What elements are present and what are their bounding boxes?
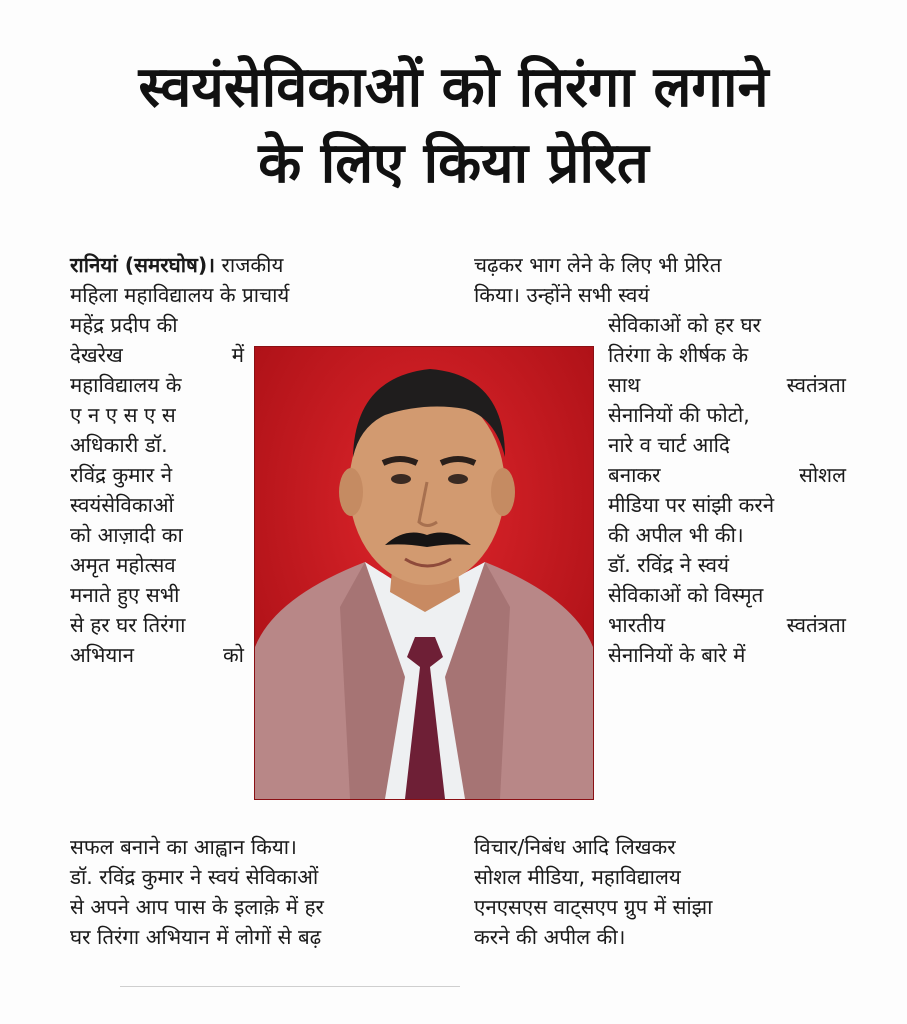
text-segment: से हर घर तिरंगा [70, 613, 186, 637]
text-line [70, 832, 442, 862]
text-line [70, 340, 244, 370]
text-line [70, 922, 442, 952]
text-segment: अमृत महोत्सव [70, 553, 176, 577]
portrait-photo [254, 346, 594, 800]
headline-line-1: स्वयंसेविकाओं को तिरंगा लगाने [138, 55, 769, 120]
text-segment: की अपील भी की। [608, 523, 744, 547]
text-line [608, 610, 846, 640]
text-segment: डॉ. रविंद्र ने स्वयं [608, 553, 729, 577]
text-segment: सोशल [798, 463, 846, 487]
text-segment: स्वतंत्रता [786, 613, 846, 637]
text-segment: डॉ. रविंद्र कुमार ने स्वयं सेविकाओं [70, 865, 319, 889]
text-segment: सेनानियों की फोटो, [608, 403, 750, 427]
text-line [70, 490, 244, 520]
text-segment: अभियान [70, 643, 134, 667]
text-line [608, 340, 846, 370]
text-line [70, 862, 442, 892]
text-line [608, 460, 846, 490]
text-line [70, 250, 442, 280]
text-line [608, 490, 846, 520]
text-segment: बनाकर [608, 463, 661, 487]
text-line [474, 250, 846, 280]
article-headline [20, 50, 887, 202]
text-line [474, 862, 846, 892]
text-segment: स्वतंत्रता [786, 373, 846, 397]
text-segment: तिरंगा के शीर्षक के [608, 343, 749, 367]
text-segment: महेंद्र प्रदीप की [70, 313, 178, 337]
text-line [608, 370, 846, 400]
text-segment: महाविद्यालय के [70, 373, 182, 397]
text-segment: विचार/निबंध आदि लिखकर [474, 835, 676, 859]
text-segment: सफल बनाने का आह्वान किया। [70, 835, 297, 859]
column-1-side [70, 310, 244, 670]
text-segment: घर तिरंगा अभियान में लोगों से बढ़ [70, 925, 322, 949]
text-segment: भारतीय [608, 613, 665, 637]
text-line [474, 892, 846, 922]
text-segment: महिला महाविद्यालय के प्राचार्य [70, 283, 290, 307]
text-segment: से अपने आप पास के इलाक़े में हर [70, 895, 324, 919]
text-line [608, 520, 846, 550]
text-line [70, 400, 244, 430]
text-segment: में [231, 343, 244, 367]
text-line [608, 310, 846, 340]
text-segment: को [222, 643, 244, 667]
text-segment: नारे व चार्ट आदि [608, 433, 730, 457]
text-line [608, 400, 846, 430]
text-line [608, 430, 846, 460]
text-segment: साथ [608, 373, 641, 397]
text-segment: सोशल मीडिया, महाविद्यालय [474, 865, 681, 889]
text-segment: मीडिया पर सांझी करने [608, 493, 775, 517]
text-line [70, 550, 244, 580]
text-segment: सेविकाओं को हर घर [608, 313, 761, 337]
text-segment: रविंद्र कुमार ने [70, 463, 173, 487]
text-segment: देखरेख [70, 343, 123, 367]
text-segment: सेविकाओं को विस्मृत [608, 583, 764, 607]
column-2-top [474, 250, 846, 310]
text-line [474, 280, 846, 310]
column-2-side [608, 310, 846, 670]
column-2-bottom [474, 832, 846, 952]
text-line [70, 430, 244, 460]
text-line [608, 640, 846, 670]
column-1-top [70, 250, 442, 310]
text-segment: को आज़ादी का [70, 523, 183, 547]
text-segment: किया। उन्होंने सभी स्वयं [474, 283, 650, 307]
text-segment: चढ़कर भाग लेने के लिए भी प्रेरित [474, 253, 722, 277]
dateline: रानियां (समरघोष)। [70, 253, 216, 277]
text-segment: एनएसएस वाट्सएप ग्रुप में सांझा [474, 895, 713, 919]
text-line [70, 640, 244, 670]
text-segment: ए न ए स ए स [70, 403, 176, 427]
footer-rule [120, 986, 460, 987]
text-line [608, 550, 846, 580]
text-line [70, 610, 244, 640]
text-line [70, 310, 244, 340]
text-segment: करने की अपील की। [474, 925, 626, 949]
text-line [474, 832, 846, 862]
text-line [70, 892, 442, 922]
text-line [70, 580, 244, 610]
text-line [70, 520, 244, 550]
text-segment: मनाते हुए सभी [70, 583, 180, 607]
text-line [474, 922, 846, 952]
headline-line-2: के लिए किया प्रेरित [258, 131, 649, 196]
text-line [70, 370, 244, 400]
portrait-illustration [255, 347, 593, 799]
text-line [70, 460, 244, 490]
text-line [608, 580, 846, 610]
text-segment: अधिकारी डॉ. [70, 433, 168, 457]
text-line [70, 280, 442, 310]
column-1-bottom [70, 832, 442, 952]
text-segment: रानियां (समरघोष)। राजकीय [70, 253, 284, 277]
text-segment: स्वयंसेविकाओं [70, 493, 174, 517]
text-segment: सेनानियों के बारे में [608, 643, 746, 667]
